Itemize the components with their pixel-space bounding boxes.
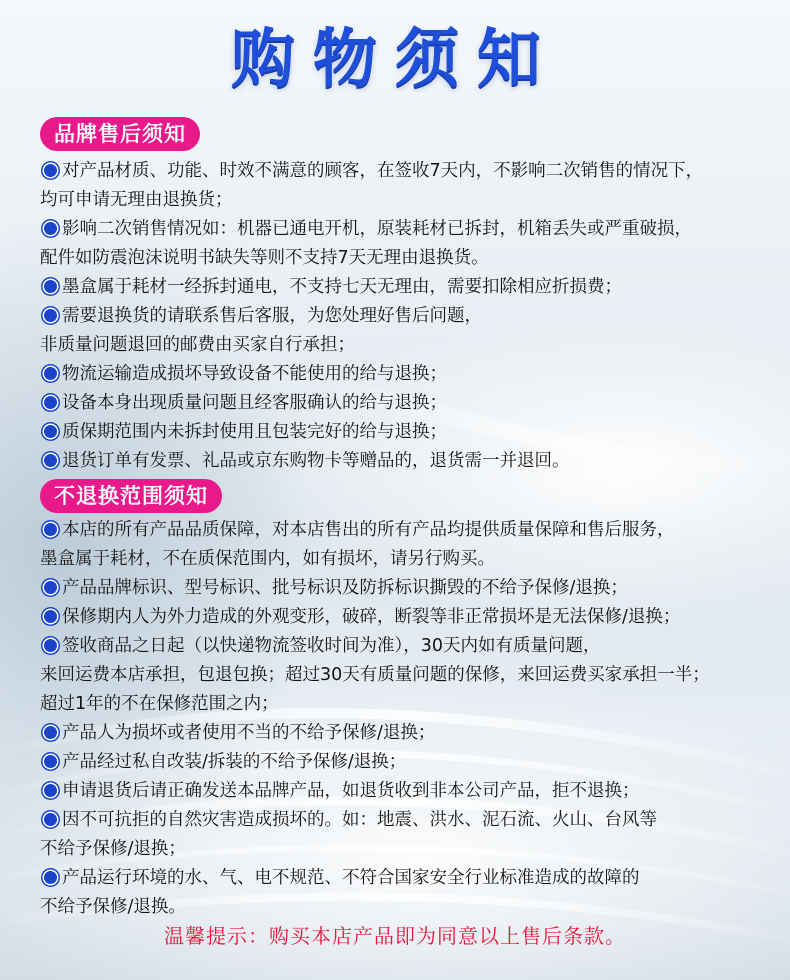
notice-line-text: 产品运行环境的水、气、电不规范、不符合国家安全行业标准造成的故障的 [62, 868, 640, 888]
notice-line-text: 产品人为损坏或者使用不当的不给予保修/退换； [62, 723, 436, 743]
notice-line [40, 244, 780, 273]
bullet-dot-icon [44, 454, 57, 467]
notice-line-text: 产品经过私自改装/拆装的不给予保修/退换； [62, 752, 407, 772]
notice-line [40, 893, 780, 922]
notice-line [40, 389, 780, 418]
notice-line-text: 保修期内人为外力造成的外观变形，破碎，断裂等非正常损坏是无法保修/退换； [62, 607, 681, 627]
notice-line [40, 806, 780, 835]
bullet-dot-icon [44, 396, 57, 409]
bullet-dot-icon [44, 639, 57, 652]
bullet-dot-icon [44, 523, 57, 536]
notice-line-text: 需要退换货的请联系售后客服，为您处理好售后问题， [62, 306, 482, 326]
bullet-dot-icon [44, 425, 57, 438]
bullet-dot-icon [44, 726, 57, 739]
section-heading-after-sales: 品牌售后须知 [40, 117, 200, 151]
after-sales-notice-list [40, 157, 780, 476]
bullet-dot-icon [44, 784, 57, 797]
notice-line-text: 配件如防震泡沫说明书缺失等则不支持7天无理由退换货。 [40, 248, 489, 268]
bullet-dot-icon [44, 813, 57, 826]
notice-line [40, 603, 780, 632]
notice-line-text: 非质量问题退回的邮费由买家自行承担； [40, 335, 355, 355]
notice-line-text: 不给予保修/退换； [40, 839, 186, 859]
notice-line [40, 690, 780, 719]
notice-line [40, 215, 780, 244]
notice-line [40, 864, 780, 893]
notice-line [40, 360, 780, 389]
bullet-dot-icon [44, 871, 57, 884]
bullet-dot-icon [44, 755, 57, 768]
notice-line [40, 748, 780, 777]
bullet-dot-icon [44, 309, 57, 322]
notice-line [40, 545, 780, 574]
notice-line-text: 质保期范围内未拆封使用且包装完好的给与退换； [62, 422, 447, 442]
notice-line-text: 影响二次销售情况如：机器已通电开机，原装耗材已拆封，机箱丢失或严重破损， [62, 219, 692, 239]
notice-line-text: 墨盒属于耗材一经拆封通电，不支持七天无理由，需要扣除相应折损费； [62, 277, 622, 297]
bullet-dot-icon [44, 610, 57, 623]
page-title: 购物须知 [231, 23, 559, 97]
notice-line [40, 302, 780, 331]
notice-line [40, 418, 780, 447]
notice-line [40, 157, 780, 186]
bullet-dot-icon [44, 280, 57, 293]
notice-line-text: 因不可抗拒的自然灾害造成损坏的。如：地震、洪水、泥石流、火山、台风等 [62, 810, 657, 830]
notice-line-text: 申请退货后请正确发送本品牌产品，如退货收到非本公司产品，拒不退换； [62, 781, 640, 801]
no-return-scope-list [40, 516, 780, 922]
section-heading-no-return-scope: 不退换范围须知 [40, 479, 222, 513]
notice-line-text: 超过1年的不在保修范围之内； [40, 694, 279, 714]
notice-line-text: 来回运费本店承担，包退包换；超过30天有质量问题的保修，来回运费买家承担一半； [40, 665, 710, 685]
notice-line [40, 447, 780, 476]
notice-line [40, 331, 780, 360]
notice-line [40, 516, 780, 545]
bullet-dot-icon [44, 164, 57, 177]
bullet-dot-icon [44, 581, 57, 594]
bullet-dot-icon [44, 367, 57, 380]
notice-line-text: 物流运输造成损坏导致设备不能使用的给与退换； [62, 364, 447, 384]
notice-line-text: 退货订单有发票、礼品或京东购物卡等赠品的，退货需一并退回。 [62, 451, 570, 471]
bullet-dot-icon [44, 222, 57, 235]
notice-line [40, 186, 780, 215]
notice-line-text: 签收商品之日起（以快递物流签收时间为准），30天内如有质量问题， [62, 636, 601, 656]
notice-line [40, 777, 780, 806]
notice-line-text: 墨盒属于耗材，不在质保范围内，如有损坏，请另行购买。 [40, 549, 495, 569]
notice-line [40, 661, 780, 690]
notice-line-text: 均可申请无理由退换货； [40, 190, 233, 210]
notice-line [40, 835, 780, 864]
notice-line [40, 574, 780, 603]
notice-line-text: 产品品牌标识、型号标识、批号标识及防拆标识撕毁的不给予保修/退换； [62, 578, 628, 598]
notice-line [40, 273, 780, 302]
notice-line-text: 设备本身出现质量问题且经客服确认的给与退换； [62, 393, 447, 413]
footer-reminder: 温馨提示：购买本店产品即为同意以上售后条款。 [164, 924, 626, 948]
notice-line [40, 719, 780, 748]
notice-line-text: 本店的所有产品品质保障，对本店售出的所有产品均提供质量保障和售后服务， [62, 520, 675, 540]
notice-line-text: 不给予保修/退换。 [40, 897, 186, 917]
notice-line-text: 对产品材质、功能、时效不满意的顾客，在签收7天内，不影响二次销售的情况下， [62, 161, 704, 181]
notice-line [40, 632, 780, 661]
